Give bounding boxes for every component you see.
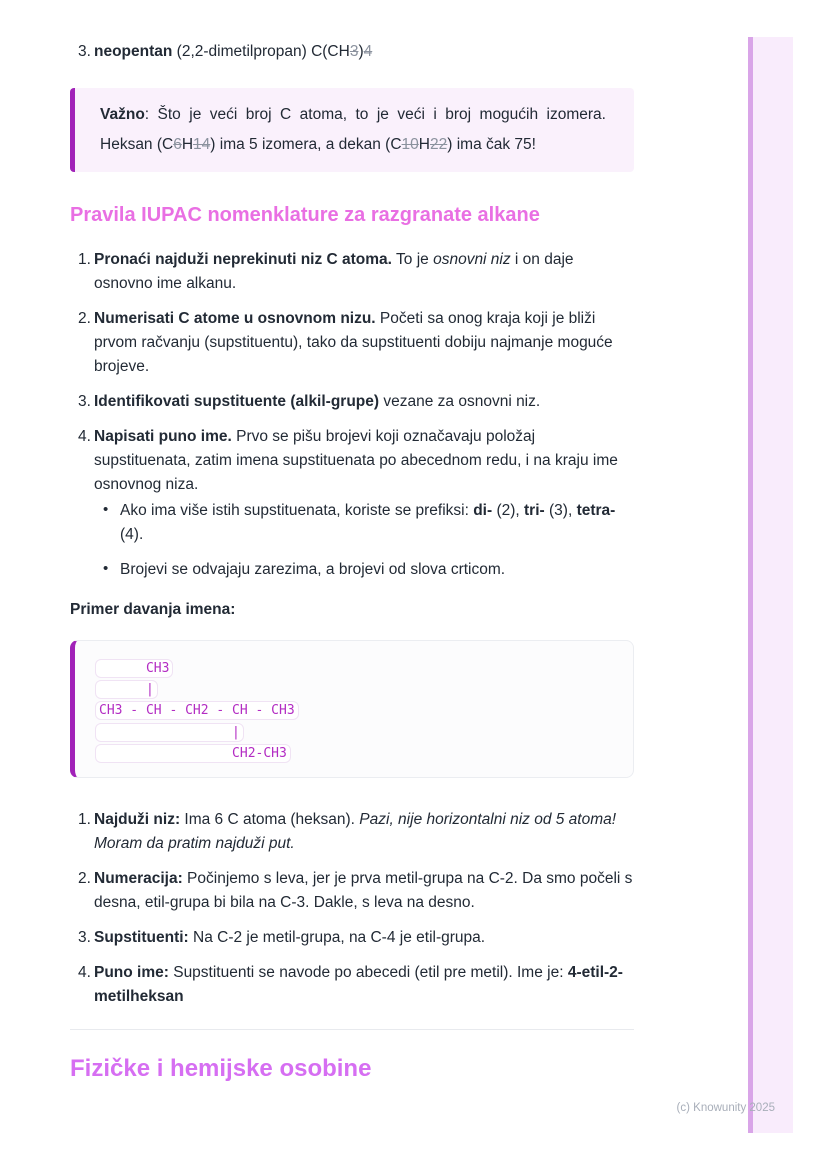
- step-item-3: [70, 926, 634, 950]
- callout-text: : Što je veći broj C atoma, to je veći i broj mogućih izomera. Heksan (C: [100, 106, 606, 153]
- rule-bold-text: Identifikovati supstituente (alkil-grupe): [94, 393, 380, 410]
- subscript-struck: 10: [401, 136, 419, 153]
- rule-item-3: [70, 390, 634, 414]
- callout-text: H: [181, 136, 194, 153]
- compound-name: 4-etil-2-metilheksan: [94, 963, 623, 1005]
- subscript-struck: 14: [193, 136, 211, 153]
- callout-text: ) ima čak 75!: [447, 136, 536, 153]
- list-marker: 3.: [78, 928, 91, 946]
- bullet-text: Brojevi se odvajaju zarezima, a brojevi od slova crticom.: [120, 561, 506, 578]
- bullet-marker: •: [103, 560, 109, 577]
- prefix-tri: tri-: [524, 502, 545, 519]
- bullet-item-prefixes: [94, 499, 634, 547]
- step-text: Na C-2 je metil-grupa, na C-4 je etil-grupa.: [188, 928, 486, 946]
- page-edge-decoration: [748, 37, 793, 1133]
- subscript-struck: 6: [173, 136, 182, 153]
- step-text: Počinjemo s leva, jer je prva metil-grupa na C-2. Da smo počeli s desna, etil-grupa bi bila na C-3. Dakle, s leva na desno.: [94, 869, 633, 911]
- section-heading-iupac-rules: Pravila IUPAC nomenklature za razgranate alkane: [70, 204, 540, 226]
- code-line: [95, 677, 613, 698]
- bullet-text: (3),: [544, 502, 577, 519]
- code-text: CH3: [95, 659, 173, 678]
- bullet-text: (4).: [120, 526, 144, 543]
- callout-label: Važno: [100, 106, 145, 123]
- code-text: CH2-CH3: [95, 744, 291, 763]
- important-callout: [70, 88, 634, 172]
- structural-formula-code-block: [70, 640, 634, 778]
- rule-item-1: [70, 248, 634, 296]
- prefix-tetra: tetra-: [576, 502, 616, 519]
- step-text: Supstituenti se navode po abecedi (etil pre metil). Ime je:: [168, 963, 568, 981]
- step-bold-text: Puno ime:: [94, 963, 169, 981]
- code-line: [95, 741, 613, 762]
- bullet-item-separators: [94, 558, 634, 582]
- section-divider: [70, 1029, 634, 1030]
- step-bold-text: Numeracija:: [94, 869, 183, 887]
- step-bold-text: Supstituenti:: [94, 928, 189, 946]
- code-text: |: [95, 723, 244, 742]
- callout-text: ) ima 5 izomera, a dekan (C: [210, 136, 402, 153]
- naming-steps-list: [70, 808, 634, 1009]
- formula-text: ): [358, 43, 364, 60]
- section-heading-properties: Fizičke i hemijske osobine: [70, 1054, 372, 1082]
- step-item-4: [70, 961, 634, 1009]
- rule-text: vezane za osnovni niz.: [379, 393, 541, 410]
- bullet-text: (2),: [492, 502, 525, 519]
- list-marker: 1.: [78, 251, 91, 268]
- subscript-struck: 3: [349, 43, 359, 60]
- rule-text: i on daje osnovno ime alkanu.: [94, 251, 574, 292]
- example-label: Primer davanja imena:: [70, 601, 236, 618]
- rule-item-2: [70, 307, 634, 379]
- list-marker: 4.: [78, 963, 91, 981]
- rule-bold-text: Numerisati C atome u osnovnom nizu.: [94, 310, 376, 327]
- code-line: [95, 720, 613, 741]
- rules-list: [70, 248, 634, 582]
- step-italic-text: Pazi, nije horizontalni niz od 5 atoma! Moram da pratim najduži put.: [94, 810, 617, 852]
- rule-italic-text: osnovni niz: [433, 251, 511, 268]
- rule-bold-text: Napisati puno ime.: [94, 428, 232, 445]
- list-marker: 2.: [78, 869, 91, 887]
- bullet-marker: •: [103, 501, 109, 518]
- list-marker: 4.: [78, 428, 91, 445]
- code-line: [95, 656, 613, 677]
- bullet-list: [94, 499, 634, 582]
- list-marker: 3.: [78, 43, 91, 60]
- subscript-struck: 4: [363, 43, 373, 60]
- rule-item-4: [70, 425, 634, 582]
- code-text: |: [95, 680, 158, 699]
- step-bold-text: Najduži niz:: [94, 810, 181, 828]
- callout-text: H: [418, 136, 430, 153]
- subscript-struck: 22: [430, 136, 448, 153]
- bullet-text: Ako ima više istih supstituenata, koriste se prefiksi:: [120, 502, 474, 519]
- step-item-1: [70, 808, 634, 856]
- rule-text: To je: [392, 251, 434, 268]
- list-marker: 1.: [78, 810, 91, 828]
- step-text: Ima 6 C atoma (heksan).: [180, 810, 360, 828]
- footer-copyright: (c) Knowunity 2025: [676, 1102, 775, 1114]
- rule-text: Početi sa onog kraja koji je bliži prvom račvanju (supstituentu), tako da supstituenti dobiju najmanje moguće brojeve.: [94, 310, 613, 375]
- list-marker: 2.: [78, 310, 91, 327]
- document-content: [70, 0, 634, 1084]
- rule-text: Prvo se pišu brojevi koji označavaju položaj supstituenata, zatim imena supstituenata po abecednom redu, i na kraju ime osnovnog niza.: [94, 428, 618, 493]
- term-neopentan: neopentan: [94, 43, 173, 60]
- code-text: CH3 - CH - CH2 - CH - CH3: [95, 701, 299, 720]
- code-line: [95, 698, 613, 719]
- rule-bold-text: Pronaći najduži neprekinuti niz C atoma.: [94, 251, 392, 268]
- list-item-neopentan: [70, 40, 634, 64]
- prefix-di: di-: [473, 502, 493, 519]
- list-marker: 3.: [78, 393, 91, 410]
- formula-text: (2,2-dimetilpropan) C(CH: [172, 43, 350, 60]
- step-item-2: [70, 867, 634, 915]
